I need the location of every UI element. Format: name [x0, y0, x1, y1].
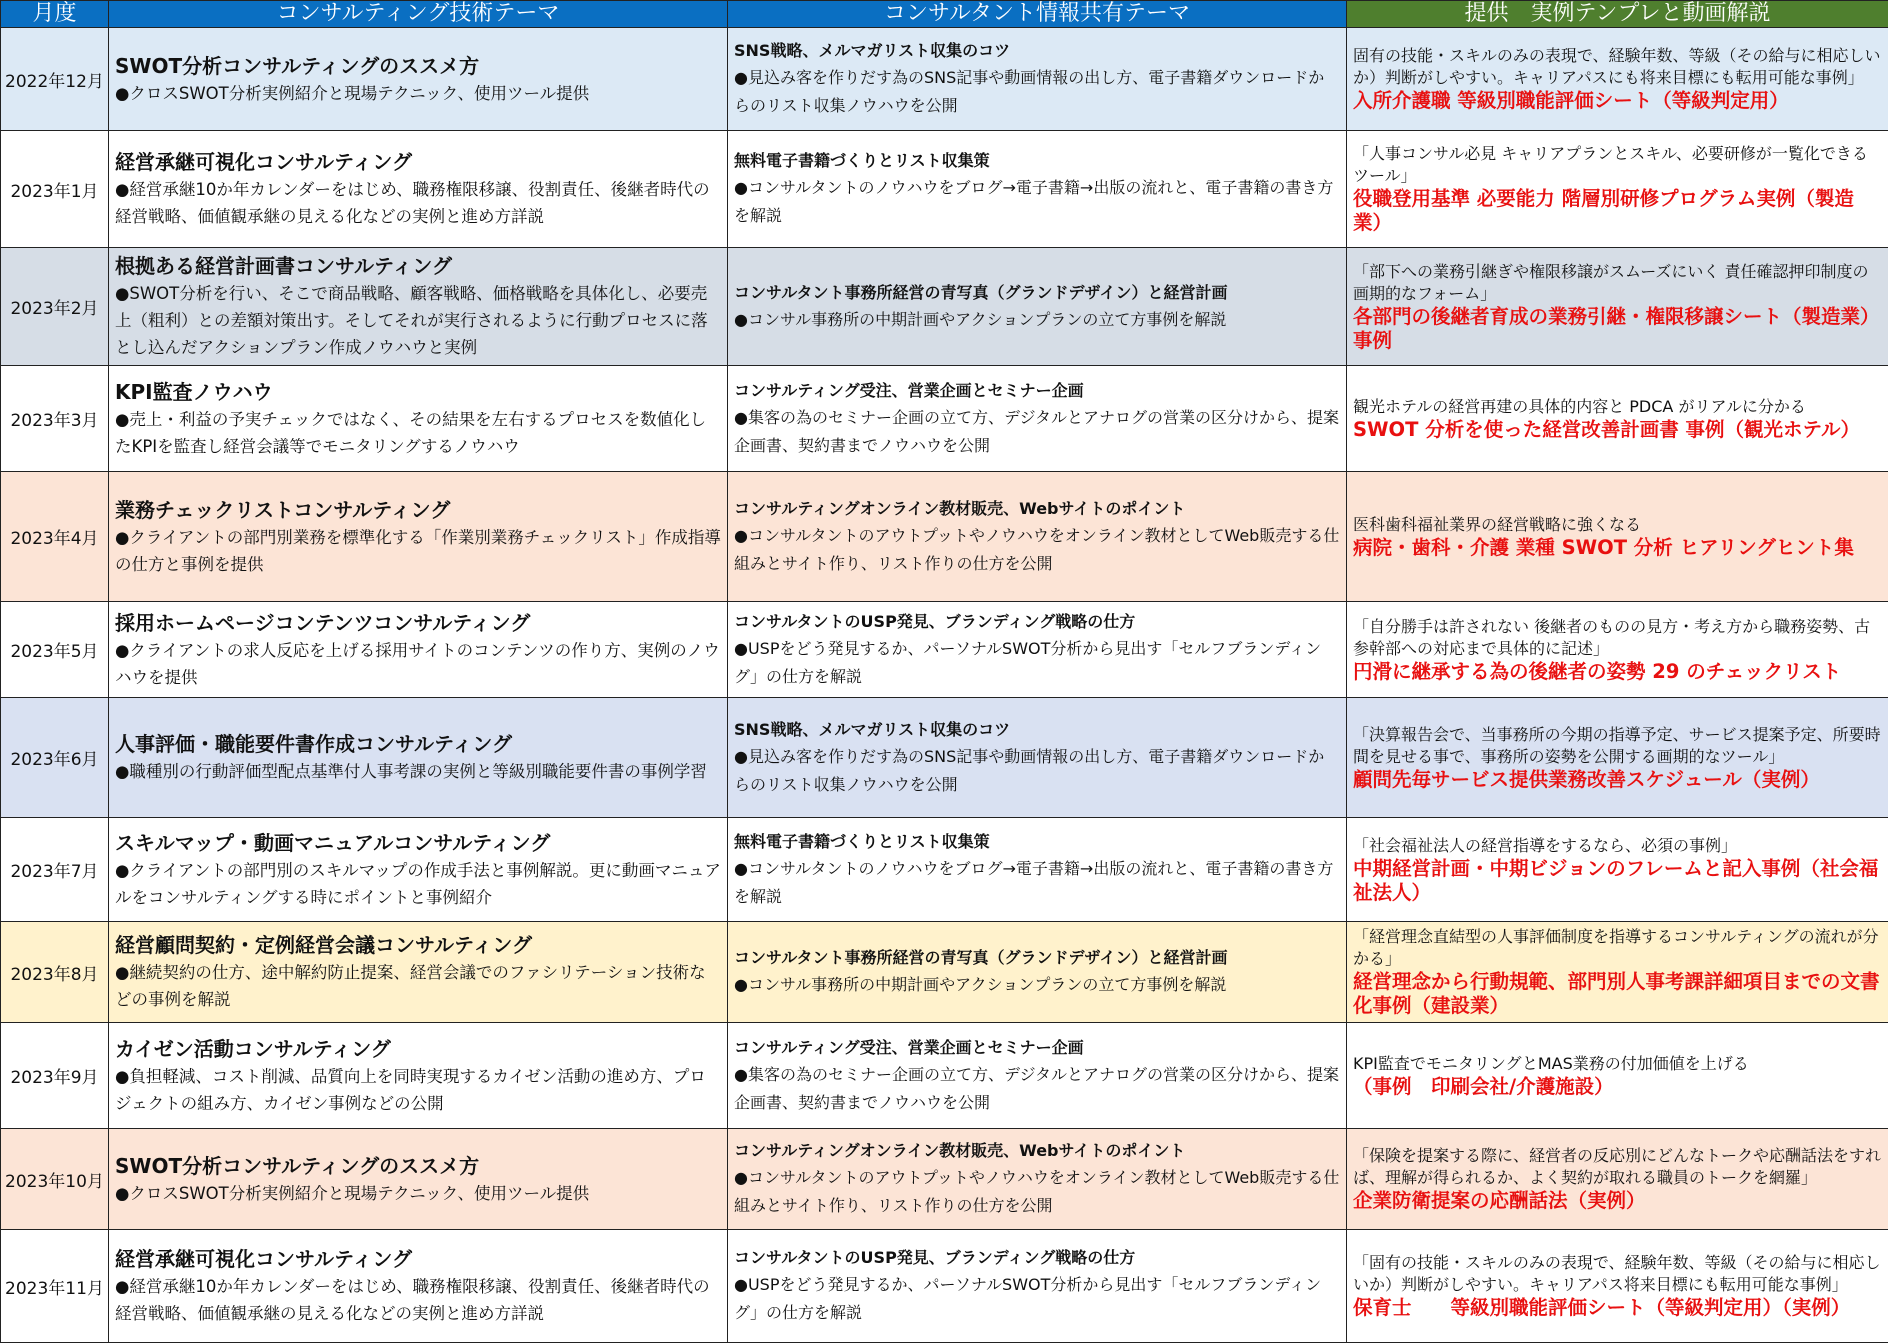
- month-cell: 2023年1月: [1, 131, 109, 248]
- month-cell: 2023年10月: [1, 1129, 109, 1230]
- table-row: [1, 922, 1888, 1023]
- tech-theme-title: 業務チェックリストコンサルティング: [115, 496, 721, 524]
- tech-theme-cell: [109, 1023, 728, 1129]
- share-theme-cell: [728, 1023, 1347, 1129]
- month-cell: 2022年12月: [1, 28, 109, 131]
- share-theme-title: コンサルティング受注、営業企画とセミナー企画: [734, 378, 1340, 404]
- provide-highlight: 各部門の後継者育成の業務引継・権限移譲シート（製造業）事例: [1353, 305, 1882, 353]
- share-theme-title: SNS戦略、メルマガリスト収集のコツ: [734, 38, 1340, 64]
- month-cell: 2023年5月: [1, 602, 109, 698]
- tech-theme-cell: [109, 472, 728, 602]
- month-cell: 2023年6月: [1, 698, 109, 818]
- provide-highlight: 入所介護職 等級別職能評価シート（等級判定用）: [1353, 89, 1882, 113]
- tech-theme-cell: [109, 248, 728, 366]
- share-theme-title: コンサルティング受注、営業企画とセミナー企画: [734, 1035, 1340, 1061]
- month-cell: 2023年7月: [1, 818, 109, 922]
- tech-theme-desc: ●SWOT分析を行い、そこで商品戦略、顧客戦略、価格戦略を具体化し、必要売上（粗利）との差額対策出す。そしてそれが実行されるように行動プロセスに落とし込んだアクションプラン作成ノウハウと実例: [115, 280, 721, 361]
- table-row: [1, 1129, 1888, 1230]
- provide-cell: [1347, 1129, 1888, 1230]
- month-cell: 2023年8月: [1, 922, 109, 1023]
- share-theme-desc: ●集客の為のセミナー企画の立て方、デジタルとアナログの営業の区分けから、提案企画書、契約書までノウハウを公開: [734, 1061, 1340, 1117]
- table-row: [1, 248, 1888, 366]
- provide-highlight: 円滑に継承する為の後継者の姿勢 29 のチェックリスト: [1353, 660, 1882, 684]
- header-tech-theme: コンサルティング技術テーマ: [109, 1, 728, 28]
- provide-highlight: SWOT 分析を使った経営改善計画書 事例（観光ホテル）: [1353, 418, 1882, 442]
- provide-highlight: 企業防衛提案の応酬話法（実例）: [1353, 1189, 1882, 1213]
- provide-cell: [1347, 1230, 1888, 1343]
- share-theme-desc: ●コンサルタントのノウハウをブログ→電子書籍→出版の流れと、電子書籍の書き方を解説: [734, 855, 1340, 911]
- provide-intro: 観光ホテルの経営再建の具体的内容と PDCA がリアルに分かる: [1353, 396, 1882, 418]
- provide-intro: 「人事コンサル必見 キャリアプランとスキル、必要研修が一覧化できるツール」: [1353, 143, 1882, 187]
- share-theme-desc: ●コンサルタントのアウトプットやノウハウをオンライン教材としてWeb販売する仕組みとサイト作り、リスト作りの仕方を公開: [734, 1164, 1340, 1220]
- share-theme-cell: [728, 28, 1347, 131]
- tech-theme-desc: ●職種別の行動評価型配点基準付人事考課の実例と等級別職能要件書の事例学習: [115, 758, 721, 785]
- provide-intro: 「部下への業務引継ぎや権限移譲がスムーズにいく 責任確認押印制度の画期的なフォーム」: [1353, 261, 1882, 305]
- provide-highlight: 顧問先毎サービス提供業務改善スケジュール（実例）: [1353, 768, 1882, 792]
- provide-cell: [1347, 698, 1888, 818]
- share-theme-title: コンサルタントのUSP発見、ブランディング戦略の仕方: [734, 1245, 1340, 1271]
- share-theme-cell: [728, 1230, 1347, 1343]
- provide-intro: 「固有の技能・スキルのみの表現で、経験年数、等級（その給与に相応しいか）判断がしやすい。キャリアパス将来目標にも転用可能な事例」: [1353, 1252, 1882, 1296]
- tech-theme-desc: ●クロスSWOT分析実例紹介と現場テクニック、使用ツール提供: [115, 80, 721, 107]
- tech-theme-cell: [109, 818, 728, 922]
- tech-theme-title: 採用ホームページコンテンツコンサルティング: [115, 609, 721, 637]
- table-row: [1, 818, 1888, 922]
- tech-theme-desc: ●経営承継10か年カレンダーをはじめ、職務権限移譲、役割責任、後継者時代の経営戦略、価値観承継の見える化などの実例と進め方詳説: [115, 1273, 721, 1327]
- share-theme-title: 無料電子書籍づくりとリスト収集策: [734, 829, 1340, 855]
- tech-theme-title: 経営顧問契約・定例経営会議コンサルティング: [115, 931, 721, 959]
- tech-theme-title: SWOT分析コンサルティングのススメ方: [115, 1152, 721, 1180]
- month-cell: 2023年2月: [1, 248, 109, 366]
- tech-theme-cell: [109, 922, 728, 1023]
- share-theme-desc: ●コンサルタントのアウトプットやノウハウをオンライン教材としてWeb販売する仕組みとサイト作り、リスト作りの仕方を公開: [734, 522, 1340, 578]
- share-theme-desc: ●コンサル事務所の中期計画やアクションプランの立て方事例を解説: [734, 306, 1340, 334]
- provide-cell: [1347, 248, 1888, 366]
- tech-theme-title: SWOT分析コンサルティングのススメ方: [115, 52, 721, 80]
- tech-theme-title: スキルマップ・動画マニュアルコンサルティング: [115, 829, 721, 857]
- tech-theme-title: 経営承継可視化コンサルティング: [115, 148, 721, 176]
- provide-highlight: 役職登用基準 必要能力 階層別研修プログラム実例（製造業）: [1353, 187, 1882, 235]
- share-theme-title: SNS戦略、メルマガリスト収集のコツ: [734, 717, 1340, 743]
- tech-theme-cell: [109, 1230, 728, 1343]
- provide-intro: KPI監査でモニタリングとMAS業務の付加価値を上げる: [1353, 1053, 1882, 1075]
- provide-highlight: 保育士 等級別職能評価シート（等級判定用）（実例）: [1353, 1296, 1882, 1320]
- provide-intro: 「自分勝手は許されない 後継者のものの見方・考え方から職務姿勢、古参幹部への対応まで具体的に記述」: [1353, 616, 1882, 660]
- provide-cell: [1347, 602, 1888, 698]
- share-theme-title: コンサルティングオンライン教材販売、Webサイトのポイント: [734, 1138, 1340, 1164]
- provide-intro: 医科歯科福祉業界の経営戦略に強くなる: [1353, 514, 1882, 536]
- table-row: [1, 698, 1888, 818]
- tech-theme-desc: ●クライアントの求人反応を上げる採用サイトのコンテンツの作り方、実例のノウハウを提供: [115, 637, 721, 691]
- provide-cell: [1347, 472, 1888, 602]
- provide-cell: [1347, 131, 1888, 248]
- header-share-theme: コンサルタント情報共有テーマ: [728, 1, 1347, 28]
- provide-intro: 固有の技能・スキルのみの表現で、経験年数、等級（その給与に相応しいか）判断がしやすい。キャリアパスにも将来目標にも転用可能な事例」: [1353, 45, 1882, 89]
- share-theme-title: コンサルティングオンライン教材販売、Webサイトのポイント: [734, 496, 1340, 522]
- provide-highlight: 病院・歯科・介護 業種 SWOT 分析 ヒアリングヒント集: [1353, 536, 1882, 560]
- tech-theme-desc: ●売上・利益の予実チェックではなく、その結果を左右するプロセスを数値化したKPIを監査し経営会議等でモニタリングするノウハウ: [115, 406, 721, 460]
- share-theme-title: コンサルタント事務所経営の青写真（グランドデザイン）と経営計画: [734, 945, 1340, 971]
- share-theme-cell: [728, 922, 1347, 1023]
- share-theme-desc: ●コンサルタントのノウハウをブログ→電子書籍→出版の流れと、電子書籍の書き方を解説: [734, 174, 1340, 230]
- month-cell: 2023年4月: [1, 472, 109, 602]
- share-theme-cell: [728, 472, 1347, 602]
- share-theme-cell: [728, 1129, 1347, 1230]
- tech-theme-cell: [109, 366, 728, 472]
- tech-theme-title: 経営承継可視化コンサルティング: [115, 1245, 721, 1273]
- provide-intro: 「社会福祉法人の経営指導をするなら、必須の事例」: [1353, 835, 1882, 857]
- table-row: [1, 472, 1888, 602]
- share-theme-desc: ●コンサル事務所の中期計画やアクションプランの立て方事例を解説: [734, 971, 1340, 999]
- provide-intro: 「決算報告会で、当事務所の今期の指導予定、サービス提案予定、所要時間を見せる事で、事務所の姿勢を公開する画期的なツール」: [1353, 724, 1882, 768]
- provide-highlight: （事例 印刷会社/介護施設）: [1353, 1075, 1882, 1099]
- share-theme-desc: ●USPをどう発見するか、パーソナルSWOT分析から見出す「セルフブランディング」の仕方を解説: [734, 635, 1340, 691]
- tech-theme-title: KPI監査ノウハウ: [115, 378, 721, 406]
- tech-theme-desc: ●クロスSWOT分析実例紹介と現場テクニック、使用ツール提供: [115, 1180, 721, 1207]
- tech-theme-desc: ●クライアントの部門別業務を標準化する「作業別業務チェックリスト」作成指導の仕方と事例を提供: [115, 524, 721, 578]
- provide-cell: [1347, 922, 1888, 1023]
- provide-cell: [1347, 1023, 1888, 1129]
- tech-theme-desc: ●経営承継10か年カレンダーをはじめ、職務権限移譲、役割責任、後継者時代の経営戦略、価値観承継の見える化などの実例と進め方詳説: [115, 176, 721, 230]
- share-theme-desc: ●見込み客を作りだす為のSNS記事や動画情報の出し方、電子書籍ダウンロードからのリスト収集ノウハウを公開: [734, 743, 1340, 799]
- table-row: [1, 602, 1888, 698]
- month-cell: 2023年3月: [1, 366, 109, 472]
- share-theme-desc: ●集客の為のセミナー企画の立て方、デジタルとアナログの営業の区分けから、提案企画書、契約書までノウハウを公開: [734, 404, 1340, 460]
- header-provide: 提供 実例テンプレと動画解説: [1347, 1, 1888, 28]
- table-row: [1, 28, 1888, 131]
- share-theme-cell: [728, 698, 1347, 818]
- tech-theme-title: カイゼン活動コンサルティング: [115, 1035, 721, 1063]
- share-theme-desc: ●見込み客を作りだす為のSNS記事や動画情報の出し方、電子書籍ダウンロードからのリスト収集ノウハウを公開: [734, 64, 1340, 120]
- table-row: [1, 1230, 1888, 1343]
- provide-highlight: 中期経営計画・中期ビジョンのフレームと記入事例（社会福祉法人）: [1353, 857, 1882, 905]
- share-theme-title: 無料電子書籍づくりとリスト収集策: [734, 148, 1340, 174]
- provide-intro: 「保険を提案する際に、経営者の反応別にどんなトークや応酬話法をすれば、理解が得られるか、よく契約が取れる職員のトークを網羅」: [1353, 1145, 1882, 1189]
- header-row: [1, 1, 1888, 28]
- tech-theme-cell: [109, 131, 728, 248]
- provide-intro: 「経営理念直結型の人事評価制度を指導するコンサルティングの流れが分かる」: [1353, 926, 1882, 970]
- share-theme-desc: ●USPをどう発見するか、パーソナルSWOT分析から見出す「セルフブランディング」の仕方を解説: [734, 1271, 1340, 1327]
- tech-theme-desc: ●負担軽減、コスト削減、品質向上を同時実現するカイゼン活動の進め方、プロジェクトの組み方、カイゼン事例などの公開: [115, 1063, 721, 1117]
- tech-theme-cell: [109, 1129, 728, 1230]
- share-theme-cell: [728, 818, 1347, 922]
- share-theme-cell: [728, 248, 1347, 366]
- table-row: [1, 1023, 1888, 1129]
- provide-cell: [1347, 366, 1888, 472]
- provide-cell: [1347, 28, 1888, 131]
- tech-theme-desc: ●継続契約の仕方、途中解約防止提案、経営会議でのファシリテーション技術などの事例を解説: [115, 959, 721, 1013]
- month-cell: 2023年9月: [1, 1023, 109, 1129]
- provide-cell: [1347, 818, 1888, 922]
- header-month: 月度: [1, 1, 109, 28]
- month-cell: 2023年11月: [1, 1230, 109, 1343]
- tech-theme-cell: [109, 602, 728, 698]
- tech-theme-cell: [109, 28, 728, 131]
- tech-theme-desc: ●クライアントの部門別のスキルマップの作成手法と事例解説。更に動画マニュアルをコンサルティングする時にポイントと事例紹介: [115, 857, 721, 911]
- share-theme-cell: [728, 602, 1347, 698]
- share-theme-cell: [728, 366, 1347, 472]
- share-theme-title: コンサルタント事務所経営の青写真（グランドデザイン）と経営計画: [734, 280, 1340, 306]
- share-theme-title: コンサルタントのUSP発見、ブランディング戦略の仕方: [734, 609, 1340, 635]
- tech-theme-cell: [109, 698, 728, 818]
- table-row: [1, 131, 1888, 248]
- tech-theme-title: 人事評価・職能要件書作成コンサルティング: [115, 730, 721, 758]
- tech-theme-title: 根拠ある経営計画書コンサルティング: [115, 252, 721, 280]
- table-row: [1, 366, 1888, 472]
- provide-highlight: 経営理念から行動規範、部門別人事考課詳細項目までの文書化事例（建設業）: [1353, 970, 1882, 1018]
- share-theme-cell: [728, 131, 1347, 248]
